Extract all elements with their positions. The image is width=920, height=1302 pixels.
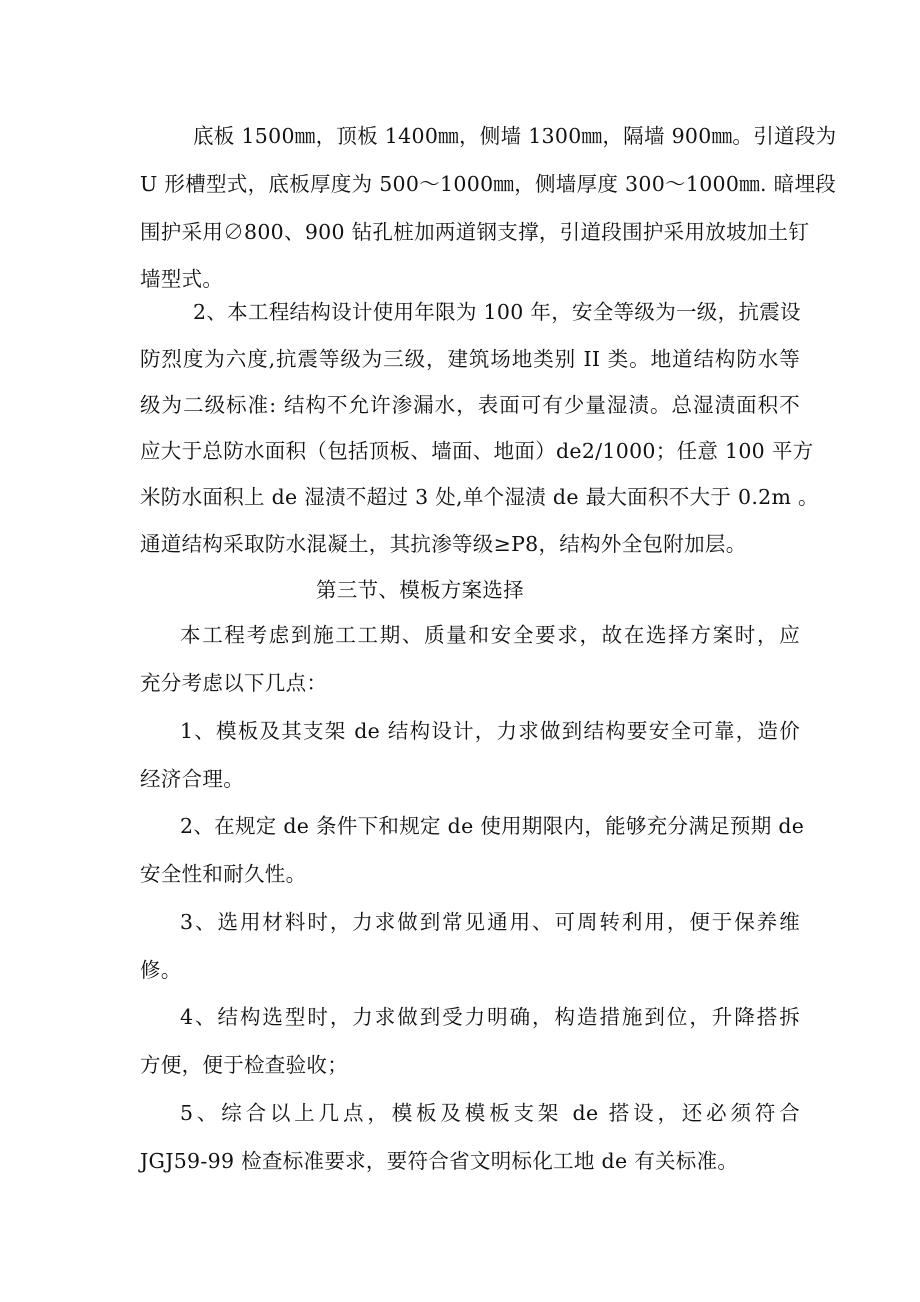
paragraph-1-line-4: 墙型式。 — [140, 267, 224, 291]
paragraph-2-line-5: 米防水面积上 de 湿渍不超过 3 处,单个湿渍 de 最大面积不大于 0.2m 。 — [140, 485, 819, 509]
paragraph-2-line-2: 防烈度为六度,抗震等级为三级，建筑场地类别 II 类。地道结构防水等 — [140, 347, 800, 371]
list-item-3-line-2: 修。 — [140, 958, 182, 982]
paragraph-2-line-1: 2、本工程结构设计使用年限为 100 年，安全等级为一级，抗震设 — [193, 300, 801, 324]
intro-line-1: 本工程考虑到施工工期、质量和安全要求，故在选择方案时，应 — [180, 623, 800, 647]
list-item-2-line-1: 2、在规定 de 条件下和规定 de 使用期限内，能够充分满足预期 de — [180, 814, 805, 838]
paragraph-2-line-3: 级为二级标准: 结构不允许渗漏水，表面可有少量湿渍。总湿渍面积不 — [140, 393, 800, 417]
list-item-1-line-1: 1、模板及其支架 de 结构设计，力求做到结构要安全可靠，造价 — [180, 719, 800, 743]
paragraph-1-line-3: 围护采用∅800、900 钻孔桩加两道钢支撑，引道段围护采用放坡加土钉 — [140, 220, 810, 244]
list-item-1-line-2: 经济合理。 — [140, 767, 244, 791]
intro-line-2: 充分考虑以下几点： — [140, 671, 328, 695]
list-item-3-line-1: 3、选用材料时，力求做到常见通用、可周转利用，便于保养维 — [180, 910, 800, 934]
paragraph-1-line-2: U 形槽型式，底板厚度为 500～1000㎜，侧墙厚度 300～1000㎜. 暗埋段 — [140, 172, 837, 196]
paragraph-1-line-1: 底板 1500㎜，顶板 1400㎜，侧墙 1300㎜，隔墙 900㎜。引道段为 — [193, 124, 837, 148]
list-item-2-line-2: 安全性和耐久性。 — [140, 862, 307, 886]
paragraph-2-line-4: 应大于总防水面积（包括顶板、墙面、地面）de2/1000；任意 100 平方 — [140, 439, 814, 463]
paragraph-2-line-6: 通道结构采取防水混凝土，其抗渗等级≥P8，结构外全包附加层。 — [140, 532, 747, 556]
section-heading: 第三节、模板方案选择 — [316, 578, 524, 602]
list-item-4-line-1: 4、结构选型时，力求做到受力明确，构造措施到位，升降搭拆 — [180, 1005, 800, 1029]
list-item-4-line-2: 方便，便于检查验收； — [140, 1053, 348, 1077]
list-item-5-line-1: 5、综合以上几点，模板及模板支架 de 搭设，还必须符合 — [180, 1101, 800, 1125]
list-item-5-line-2: JGJ59-99 检查标准要求，要符合省文明标化工地 de 有关标准。 — [140, 1149, 739, 1173]
